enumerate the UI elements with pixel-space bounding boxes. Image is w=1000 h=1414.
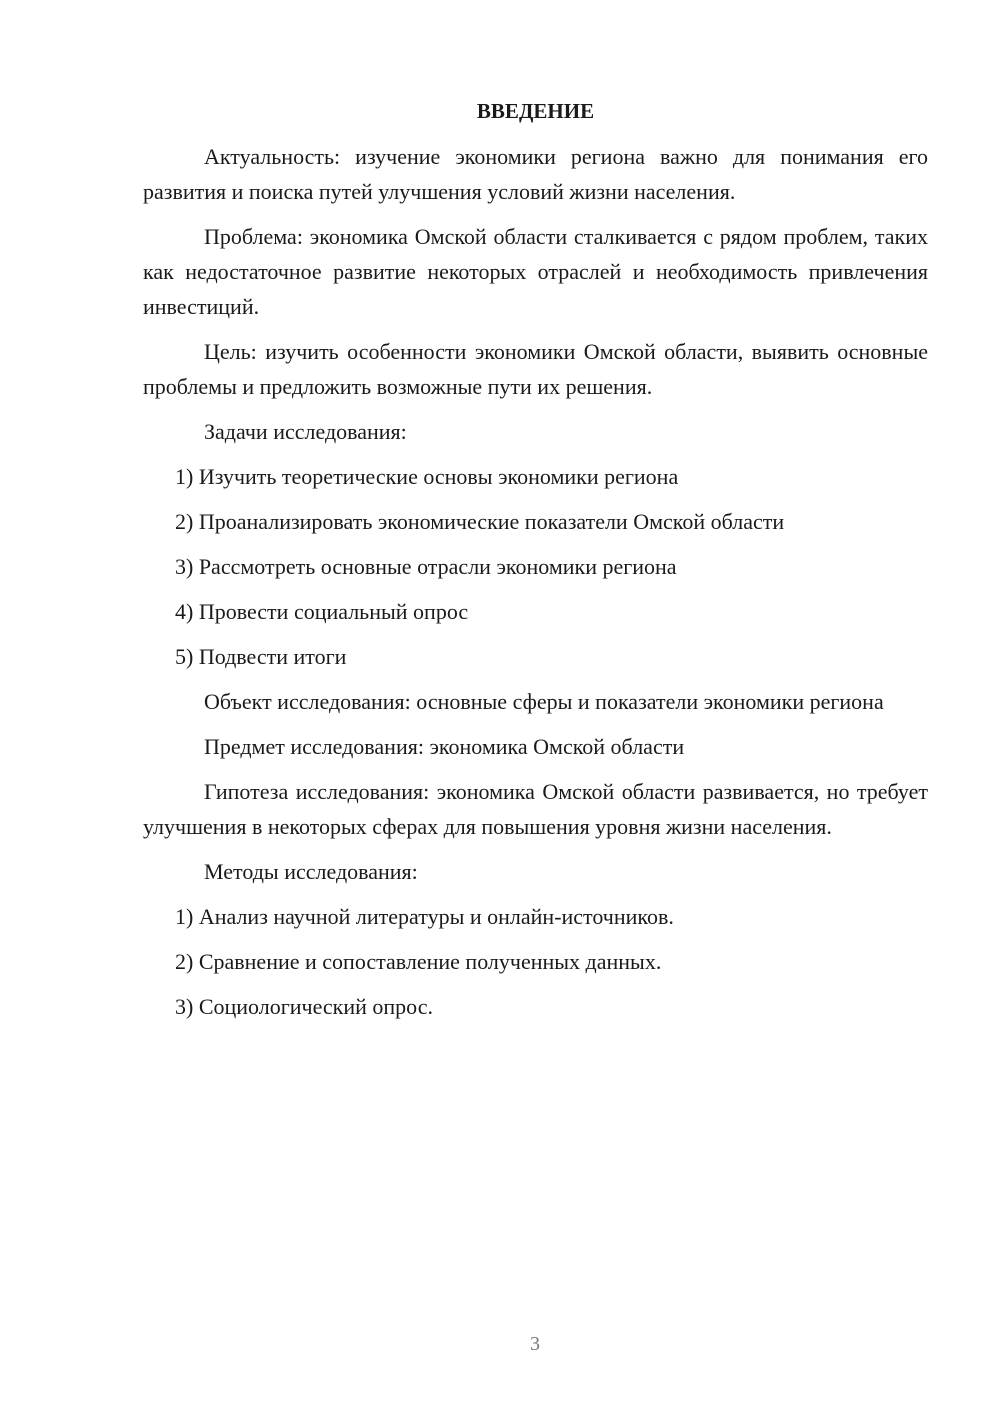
goal-paragraph: Цель: изучить особенности экономики Омской области, выявить основные проблемы и предложить возможные пути их решения. <box>143 339 928 399</box>
list-item: 5) Подвести итоги <box>175 644 347 669</box>
list-item: 3) Рассмотреть основные отрасли экономики региона <box>175 554 677 579</box>
object-paragraph: Объект исследования: основные сферы и показатели экономики региона <box>204 689 884 714</box>
list-item: 1) Изучить теоретические основы экономики региона <box>175 464 679 489</box>
page-content <box>143 94 928 1034</box>
problem-paragraph: Проблема: экономика Омской области сталкивается с рядом проблем, таких как недостаточное развитие некоторых отраслей и необходимость привлечения инвестиций. <box>143 224 928 319</box>
list-item: 2) Сравнение и сопоставление полученных данных. <box>175 949 662 974</box>
subject-paragraph: Предмет исследования: экономика Омской области <box>204 734 685 759</box>
section-heading: ВВЕДЕНИЕ <box>476 99 595 123</box>
tasks-title: Задачи исследования: <box>204 419 407 444</box>
tasks-list <box>143 459 928 674</box>
list-item: 3) Социологический опрос. <box>175 994 433 1019</box>
list-item: 2) Проанализировать экономические показатели Омской области <box>175 509 785 534</box>
hypothesis-paragraph: Гипотеза исследования: экономика Омской области развивается, но требует улучшения в некоторых сферах для повышения уровня жизни населения. <box>143 779 928 839</box>
methods-title: Методы исследования: <box>204 859 418 884</box>
page-number: 3 <box>530 1333 540 1355</box>
list-item: 1) Анализ научной литературы и онлайн-источников. <box>175 904 674 929</box>
relevance-paragraph: Актуальность: изучение экономики региона важно для понимания его развития и поиска путей улучшения условий жизни населения. <box>143 144 928 204</box>
list-item: 4) Провести социальный опрос <box>175 599 469 624</box>
methods-list <box>143 899 928 1024</box>
